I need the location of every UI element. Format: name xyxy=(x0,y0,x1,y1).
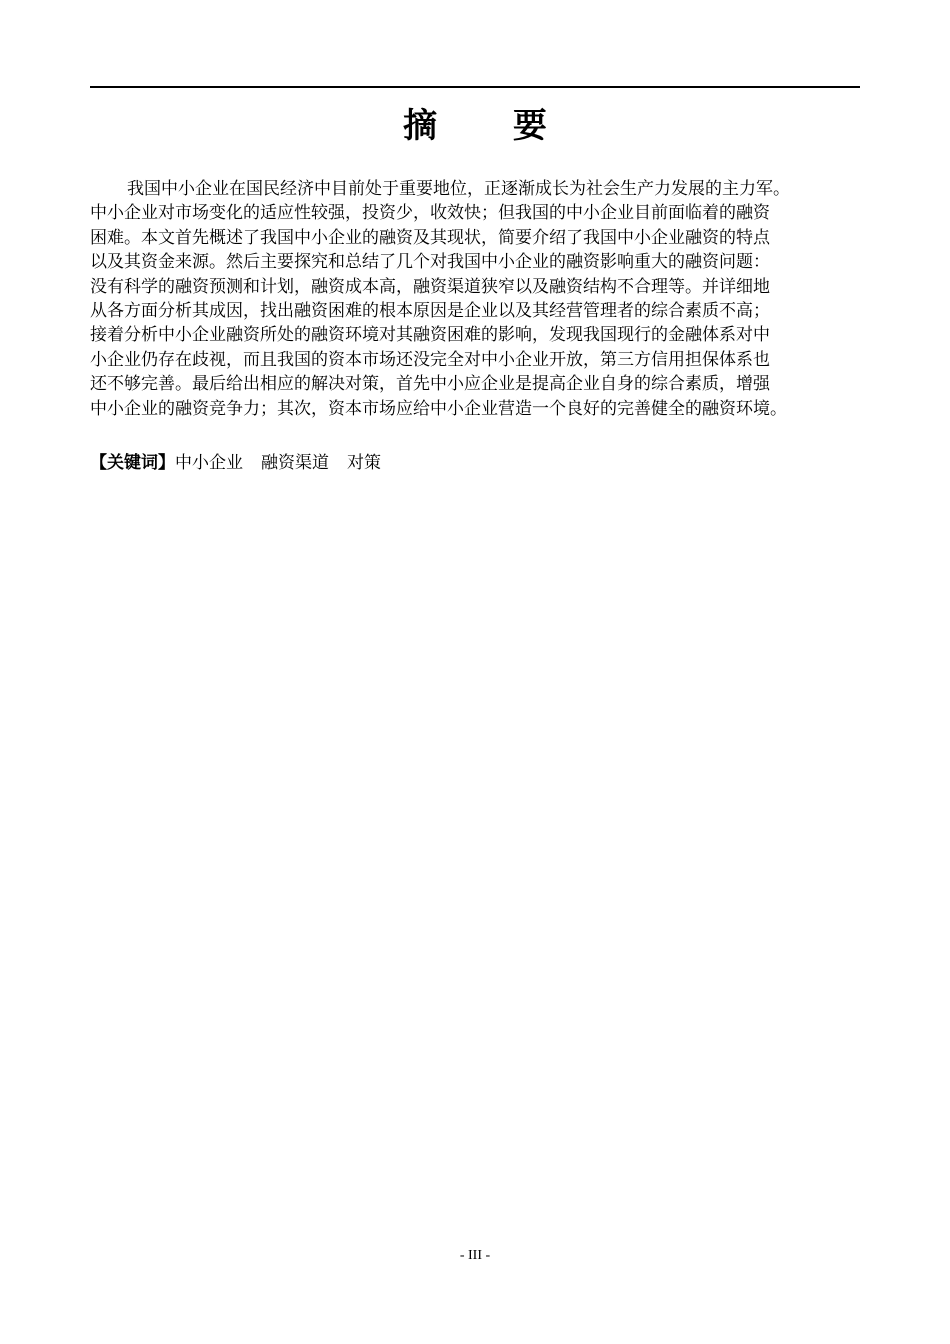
keyword-term: 对策 xyxy=(347,453,381,473)
abstract-line: 以及其资金来源。然后主要探究和总结了几个对我国中小企业的融资影响重大的融资问题： xyxy=(90,252,770,273)
abstract-line: 接着分析中小企业融资所处的融资环境对其融资困难的影响，发现我国现行的金融体系对中 xyxy=(90,325,770,346)
abstract-line: 中小企业对市场变化的适应性较强，投资少，收效快；但我国的中小企业目前面临着的融资 xyxy=(90,203,770,224)
abstract-line: 困难。本文首先概述了我国中小企业的融资及其现状，简要介绍了我国中小企业融资的特点 xyxy=(90,227,770,248)
page-number: - III - xyxy=(459,1248,491,1263)
abstract-line: 没有科学的融资预测和计划，融资成本高，融资渠道狭窄以及融资结构不合理等。并详细地 xyxy=(90,276,770,297)
abstract-line: 小企业仍存在歧视，而且我国的资本市场还没完全对中小企业开放，第三方信用担保体系也 xyxy=(90,349,770,370)
abstract-line: 我国中小企业在国民经济中目前处于重要地位，正逐渐成长为社会生产力发展的主力军。 xyxy=(127,179,790,199)
keyword-term: 融资渠道 xyxy=(261,453,329,473)
abstract-line: 还不够完善。最后给出相应的解决对策，首先中小应企业是提高企业自身的综合素质，增强 xyxy=(90,374,770,395)
abstract-line: 中小企业的融资竞争力；其次，资本市场应给中小企业营造一个良好的完善健全的融资环境。 xyxy=(90,398,787,419)
header-rule xyxy=(90,86,860,88)
keywords-label: 【关键词】 xyxy=(90,453,175,473)
page-title: 摘 要 xyxy=(403,106,579,146)
keywords-line xyxy=(90,451,399,475)
abstract-body xyxy=(90,177,870,421)
abstract-line: 从各方面分析其成因，找出融资困难的根本原因是企业以及其经营管理者的综合素质不高； xyxy=(90,300,770,321)
keyword-term: 中小企业 xyxy=(175,453,243,473)
